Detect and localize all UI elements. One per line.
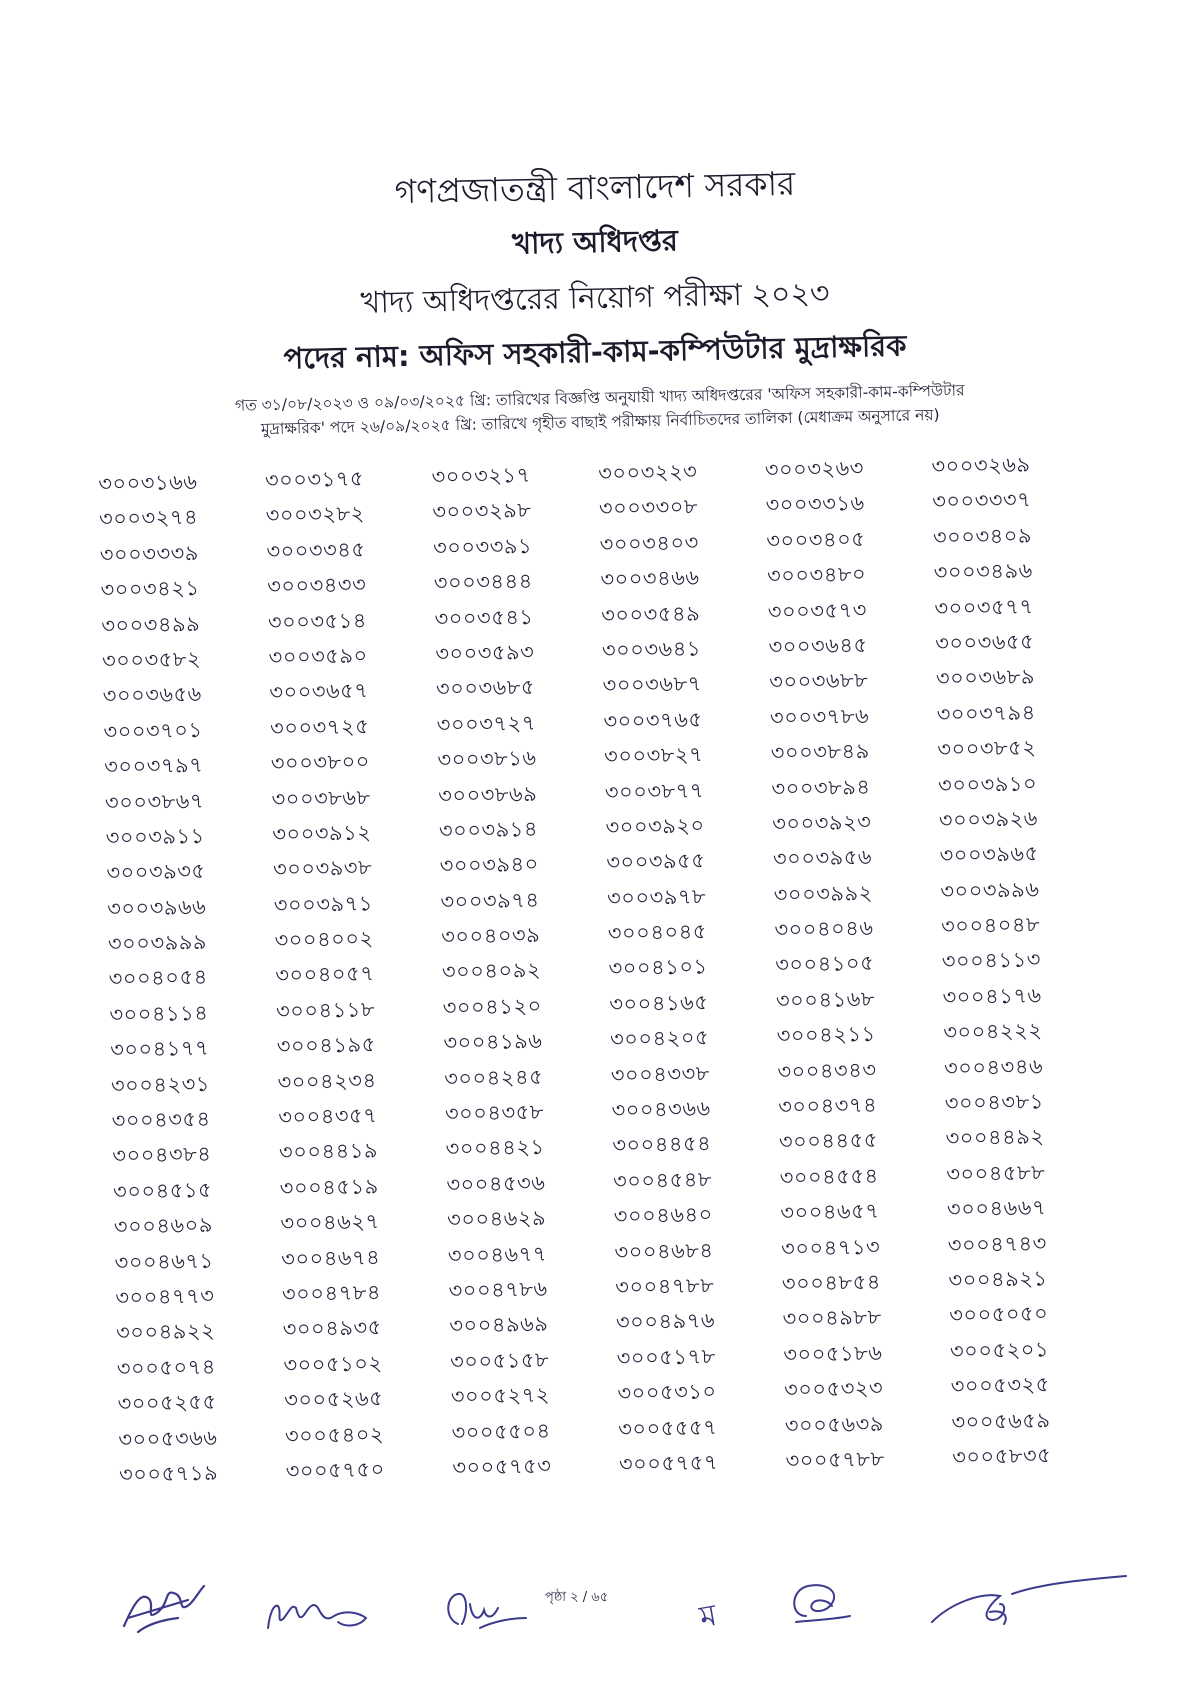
roll-number-cell: ৩০০৪১৬৮ [775,986,876,1013]
roll-number-cell: ৩০০৩৫৪৯ [600,600,701,628]
roll-number-cell: ৩০০৩৪০৯ [932,523,1033,550]
roll-number-cell: ৩০০৪৬৭৭ [447,1241,548,1268]
roll-number-cell: ৩০০৪৪৯২ [945,1124,1045,1151]
roll-number-cell: ৩০০৪৯৩৫ [282,1315,382,1342]
roll-number-cell: ৩০০৪৯২১ [948,1266,1048,1293]
roll-number-cell: ৩০০৩৭২৭ [436,710,537,737]
roll-number-cell: ৩০০৪২০৫ [609,1025,710,1052]
roll-number-cell: ৩০০৩৩৩৭ [931,487,1032,514]
notice-text [120,376,1081,444]
roll-number-cell: ৩০০৩২৯৮ [432,498,532,525]
roll-number-cell: ৩০০৩৯২৩ [772,809,872,836]
roll-number-cell: ৩০০৫০৫০ [949,1301,1049,1328]
roll-number-cell: ৩০০৪১১৪ [109,1000,209,1027]
roll-number-cell: ৩০০৪৩৫৮ [444,1099,545,1126]
roll-number-cell: ৩০০৪৫৮৮ [946,1160,1046,1187]
roll-number-cell: ৩০০৫৬৫৯ [951,1407,1051,1434]
roll-number-cell: ৩০০৫৬৩৯ [784,1411,885,1438]
roll-number-cell: ৩০০৫১৮৬ [783,1340,883,1367]
roll-number-cell: ৩০০৪০৫৪ [108,965,208,992]
roll-number-cell: ৩০০৩৫১৪ [267,607,368,635]
roll-number-cell: ৩০০৪৫১৯ [279,1174,379,1201]
roll-number-cell: ৩০০৪৩৫৪ [111,1106,211,1133]
roll-number-cell: ৩০০৪৩৮৪ [112,1142,212,1169]
roll-number-cell: ৩০০৪৪৫৪ [612,1131,712,1158]
signature-5 [930,1574,1130,1634]
signature-row [0,1574,1190,1654]
exam-title: খাদ্য অধিদপ্তরের নিয়োগ পরীক্ষা ২০২৩ [360,276,830,321]
roll-number-cell: ৩০০৪৫৫৪ [779,1163,879,1190]
roll-number-cell: ৩০০৪২৩৪ [277,1067,377,1095]
roll-number-grid [98,447,1119,1494]
roll-number-cell: ৩০০৩৯১২ [272,820,372,847]
roll-number-cell: ৩০০৩৯৪০ [439,852,540,879]
roll-number-cell: ৩০০৪০৪৫ [607,919,708,946]
roll-number-cell: ৩০০৪৩৪৩ [777,1057,877,1084]
roll-number-cell: ৩০০৩৮৬৮ [271,784,371,811]
roll-number-cell: ৩০০৩২৬৯ [931,452,1031,479]
roll-number-cell: ৩০০৪৯২২ [115,1319,216,1346]
roll-number-cell: ৩০০৪৫১৫ [112,1177,213,1204]
roll-number-cell: ৩০০৩৬৫৬ [102,682,203,709]
roll-number-cell: ৩০০৪১২০ [442,993,542,1020]
department-title: খাদ্য অধিদপ্তর [511,223,679,261]
roll-number-cell: ৩০০৪৩৭৪ [777,1092,878,1119]
roll-number-cell: ৩০০৩৬৪৫ [768,632,868,659]
roll-number-cell: ৩০০৩৯৯৬ [940,877,1040,904]
roll-number-cell: ৩০০৩৭২৫ [269,714,370,741]
roll-number-cell: ৩০০৪৫৩৬ [446,1170,546,1197]
roll-number-cell: ৩০০৫১৫৮ [449,1347,550,1374]
roll-number-cell: ৩০০৫০৭৪ [116,1354,217,1381]
roll-number-cell: ৩০০৪০৪৬ [774,915,874,943]
signature-2 [262,1582,372,1642]
roll-number-cell: ৩০০৩৬৮৯ [935,664,1036,691]
roll-number-cell: ৩০০৩৯২০ [605,813,705,840]
roll-number-cell: ৩০০৪৩৪৬ [943,1053,1044,1081]
roll-number-cell: ৩০০৫৭৫০ [285,1457,385,1484]
roll-number-cell: ৩০০৫৩৬৬ [118,1425,218,1452]
roll-number-cell: ৩০০৫৭৫৭ [618,1450,719,1477]
roll-number-cell: ৩০০৪০৪৮ [940,912,1041,939]
roll-number-cell: ৩০০৩২২৩ [597,459,698,486]
initial-mark: ম [696,1597,720,1636]
roll-number-cell: ৩০০৫৫৫৭ [617,1414,718,1441]
roll-number-cell: ৩০০৫১০২ [283,1351,383,1378]
roll-number-cell: ৩০০৪৬৪০ [613,1202,714,1229]
roll-number-cell: ৩০০৩৪৮০ [766,562,867,589]
roll-number-cell: ৩০০৩৩৪৫ [266,537,366,564]
roll-number-cell: ৩০০৫৮৩৫ [951,1443,1052,1470]
roll-number-cell: ৩০০৩২৭৪ [98,505,199,532]
roll-number-cell: ৩০০৪৬৬৭ [946,1195,1047,1222]
roll-number-cell: ৩০০৩৪৬৬ [600,565,700,592]
roll-number-cell: ৩০০৪৩৬৬ [611,1096,711,1123]
roll-number-cell: ৩০০৩৩৯১ [432,533,533,560]
roll-number-cell: ৩০০৩৪০৫ [766,526,866,553]
roll-number-cell: ৩০০৩৯১০ [937,770,1038,797]
roll-number-cell: ৩০০৪১১৮ [275,997,376,1024]
roll-number-cell: ৩০০৫৩১০ [617,1379,717,1406]
roll-number-cell: ৩০০৩৩০৮ [598,494,699,521]
roll-number-cell: ৩০০৪১১৩ [941,947,1042,974]
roll-number-cell: ৩০০৩৯৫৬ [772,845,873,872]
roll-number-cell: ৩০০৪৪৫৫ [778,1128,879,1155]
roll-number-cell: ৩০০৪৭৭৩ [115,1283,215,1310]
roll-number-cell: ৩০০৪৬৭৪ [281,1244,381,1271]
roll-number-cell: ৩০০৩৪৯৬ [933,558,1033,585]
roll-number-cell: ৩০০৫৪০২ [284,1421,385,1448]
roll-number-cell: ৩০০৩৩৩৯ [99,540,200,567]
roll-number-cell: ৩০০৩৭৯৪ [936,700,1036,727]
roll-number-cell: ৩০০৩৯৩৮ [272,855,373,882]
roll-number-cell: ৩০০৫২০১ [949,1337,1050,1364]
roll-number-cell: ৩০০৪২২২ [943,1018,1043,1045]
roll-number-cell: ৩০০৩৩১৬ [765,491,865,518]
roll-number-cell: ৩০০৩২৬৩ [764,455,865,483]
roll-number-cell: ৩০০৪১৭৭ [109,1036,210,1063]
signature-1 [118,1578,208,1638]
roll-number-cell: ৩০০৪৯৬৯ [449,1312,549,1339]
roll-number-cell: ৩০০৩৪০৩ [599,530,699,557]
roll-number-cell: ৩০০৫৭৫৩ [452,1453,552,1480]
roll-number-cell: ৩০০৪৭৮৬ [448,1276,548,1303]
roll-number-cell: ৩০০৪৬০৯ [113,1212,214,1240]
roll-number-cell: ৩০০৪৫৪৮ [612,1167,713,1194]
roll-number-cell: ৩০০৫৩২৩ [783,1375,884,1402]
roll-number-cell: ৩০০৩৪৩৩ [266,572,367,599]
roll-number-cell: ৩০০৩৫৭৭ [934,594,1034,621]
roll-number-cell: ৩০০৩৯৯৯ [107,929,208,956]
roll-number-cell: ৩০০৩৬৮৭ [602,671,702,698]
roll-number-cell: ৩০০৪২৩১ [110,1071,211,1098]
roll-number-cell: ৩০০৪১৯৫ [276,1032,377,1059]
roll-number-cell: ৩০০৪৭৮৪ [281,1280,382,1307]
notice-line-1: গত ৩১/০৮/২০২৩ ও ০৯/০৩/২০২৫ খ্রি: তারিখের বিজ্ঞপ্তি অনুযায়ী খাদ্য অধিদপ্তরের 'অফিস সহকারী-কাম-কম্পিউটার [234,381,965,415]
roll-number-cell: ৩০০৪৯৭৬ [615,1308,716,1335]
roll-number-cell: ৩০০৩৫৯৩ [435,639,535,666]
roll-number-cell: ৩০০৩৬৮৫ [435,675,536,702]
roll-number-cell: ৩০০৩৬৮৮ [769,668,869,695]
roll-number-cell: ৩০০৪৬২৭ [280,1209,380,1236]
roll-number-cell: ৩০০৩৬৫৫ [934,629,1035,656]
roll-number-cell: ৩০০৪২১১ [776,1022,876,1049]
roll-number-cell: ৩০০৩৮৬৯ [438,781,538,808]
roll-number-cell: ৩০০৪০৩৯ [440,922,541,949]
roll-number-cell: ৩০০৩৯৭৮ [606,884,707,911]
roll-number-cell: ৩০০৩৬৫৭ [269,678,369,705]
roll-number-cell: ৩০০৪০৯২ [441,958,542,985]
roll-number-cell: ৩০০৩৮২৭ [603,742,704,769]
roll-number-cell: ৩০০৪৬৭১ [114,1248,214,1275]
roll-number-cell: ৩০০৩৫৭৩ [767,597,868,624]
roll-number-cell: ৩০০৩৫৪১ [434,604,534,631]
roll-number-cell: ৩০০৪১০১ [608,954,708,981]
roll-number-cell: ৩০০৩৯৭১ [273,891,374,918]
roll-number-cell: ৩০০৩৮৪৯ [770,739,871,766]
roll-number-cell: ৩০০৩৮১৬ [437,746,537,773]
roll-number-cell: ৩০০৩২৮২ [265,501,365,528]
roll-number-cell: ৩০০৩৪৪৪ [433,569,534,596]
roll-number-cell: ৩০০৩৯৬৬ [106,894,207,921]
roll-number-cell: ৩০০৩৯২৬ [938,806,1039,833]
roll-number-cell: ৩০০৩৮৭৭ [604,777,705,804]
roll-number-cell: ৩০০৫১৭৮ [616,1344,716,1371]
roll-number-cell: ৩০০৩৮৫২ [937,735,1037,762]
roll-number-cell: ৩০০৪১৯৬ [443,1029,543,1056]
roll-number-cell: ৩০০৩৯৫৫ [606,848,706,875]
roll-number-cell: ৩০০৪৪১৯ [278,1138,379,1165]
roll-number-cell: ৩০০৪১০৫ [774,951,875,978]
roll-number-cell: ৩০০৩৯১১ [105,823,205,850]
roll-number-cell: ৩০০৫৭৮৮ [785,1446,885,1473]
roll-number-cell: ৩০০৫৩২৫ [950,1372,1051,1399]
roll-number-cell: ৩০০৩৭৯৭ [104,752,204,780]
roll-number-cell: ৩০০৪২৪৫ [443,1064,544,1091]
roll-number-cell: ৩০০৩৮০০ [270,749,371,776]
roll-number-cell: ৩০০৩৯১৪ [438,816,539,843]
roll-number-cell: ৩০০৩৭০১ [103,717,203,744]
roll-number-cell: ৩০০৩১৬৬ [98,469,198,496]
signature-4 [786,1576,856,1630]
signature-3 [440,1584,530,1634]
roll-number-cell: ৩০০৪৯৮৮ [782,1305,882,1332]
roll-number-cell: ৩০০৪০০২ [274,926,374,953]
roll-number-cell: ৩০০৪৭১৩ [780,1234,881,1261]
roll-number-cell: ৩০০৪১৬৫ [609,990,709,1017]
government-title: গণপ্রজাতন্ত্রী বাংলাদেশ সরকার [394,163,796,212]
roll-number-cell: ৩০০৪৬৫৭ [780,1199,880,1226]
roll-number-cell: ৩০০৫২৫৫ [117,1389,217,1416]
roll-number-cell: ৩০০৪৮৫৪ [781,1269,882,1296]
roll-number-cell: ৩০০৫২৭২ [450,1382,551,1409]
post-name: পদের নাম: অফিস সহকারী-কাম-কম্পিউটার মুদ্রাক্ষরিক [283,328,907,376]
roll-number-cell: ৩০০৩১৭৫ [264,466,365,493]
roll-number-cell: ৩০০৩৯৩৫ [106,859,206,886]
roll-number-cell: ৩০০৫৫০৪ [451,1418,551,1445]
roll-number-cell: ৩০০৪৭৪৩ [947,1230,1048,1257]
roll-number-cell: ৩০০৩৬৪১ [601,636,702,663]
roll-number-cell: ৩০০৩৭৮৬ [769,703,870,730]
roll-number-cell: ৩০০৪৩৮১ [944,1089,1045,1116]
notice-line-2: মুদ্রাক্ষরিক' পদে ২৬/০৯/২০২৫ খ্রি: তারিখে গৃহীত বাছাই পরীক্ষায় নির্বাচিতদের তালিকা (মেধাক্রম অনুসারে নয়) [260,405,940,439]
roll-number-cell: ৩০০৩৯৭৪ [440,887,540,914]
roll-number-cell: ৩০০৪৭৮৮ [615,1273,715,1300]
roll-number-cell: ৩০০৩৮৯৪ [771,774,871,801]
roll-number-cell: ৩০০৪৬২৯ [446,1205,547,1233]
roll-number-cell: ৩০০৩৮৬৭ [104,788,205,815]
roll-number-cell: ৩০০৩২১৭ [431,462,531,490]
roll-number-cell: ৩০০৪৩৫৭ [278,1103,378,1130]
roll-number-cell: ৩০০৫২৬৫ [283,1386,384,1413]
roll-number-cell: ৩০০৪৬৮৪ [614,1237,714,1264]
roll-number-cell: ৩০০৩৪৯৯ [101,611,201,638]
roll-number-cell: ৩০০৪৪২১ [445,1135,545,1162]
roll-number-cell: ৩০০৩৯৬৫ [939,841,1039,868]
roll-number-cell: ৩০০৩৭৬৫ [603,707,703,734]
roll-number-cell: ৩০০৪০৫৭ [275,961,375,988]
roll-number-cell: ৩০০৪১৭৬ [942,983,1042,1010]
roll-number-cell: ৩০০৩৫৮২ [101,646,202,673]
roll-number-cell: ৩০০৫৭১৯ [118,1460,219,1487]
roll-number-cell: ৩০০৩৪২১ [100,576,200,603]
page-number: পৃষ্ঠা ২ / ৬৫ [545,1590,609,1605]
roll-number-cell: ৩০০৪৩৩৮ [610,1060,711,1088]
roll-number-cell: ৩০০৩৯৯২ [773,880,873,907]
roll-number-cell: ৩০০৩৫৯০ [268,643,368,670]
